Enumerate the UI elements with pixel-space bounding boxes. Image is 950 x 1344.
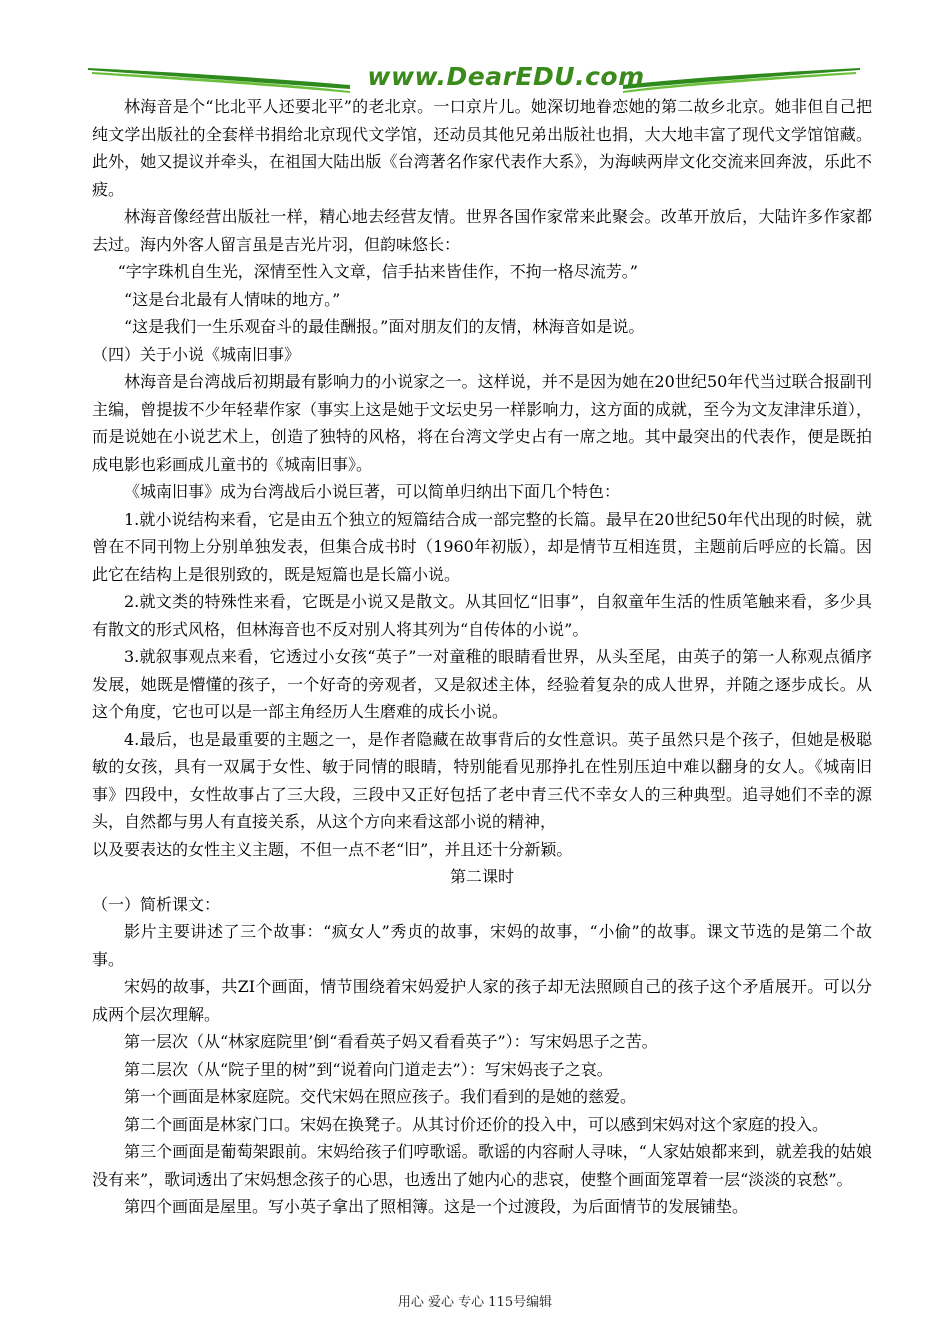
paragraph: “字字珠机自生光，深情至性入文章，信手拈来皆佳作，不拘一格尽流芳。” (117, 262, 638, 281)
site-logo-text: www.DearEDU.com (367, 62, 645, 91)
paragraph: 宋妈的故事，共ZI个画面，情节围绕着宋妈爱护人家的孩子却无法照顾自己的孩子这个矛盾展开。可以分成两个层次理解。 (92, 977, 872, 1024)
paragraph: 林海音是台湾战后初期最有影响力的小说家之一。这样说，并不是因为她在20世纪50年代当过联合报副刊主编，曾提拔不少年轻辈作家（事实上这是她于文坛史另一样影响力，这方面的成就，至今为文友津津乐道），而是说她在小说艺术上，创造了独特的风格，将在台湾文学史占有一席之地。其中最突出的代表作，便是既拍成电影也彩画成儿童书的《城南旧事》。 (92, 372, 872, 474)
paragraph: 第一层次（从“林家庭院里’倒“看看英子妈又看看英子”）：写宋妈思子之苦。 (124, 1032, 658, 1051)
paragraph: （四）关于小说《城南旧事》 (92, 344, 301, 364)
paragraph: 林海音像经营出版社一样，精心地去经营友情。世界各国作家常来此聚会。改革开放后，大陆许多作家都去过。海内外客人留言虽是吉光片羽，但韵味悠长： (92, 207, 872, 254)
paragraph: （一）简析课文： (92, 894, 221, 914)
paragraph: “这是我们一生乐观奋斗的最佳酬报。”面对朋友们的友情，林海音如是说。 (124, 317, 645, 336)
paragraph: 3.就叙事观点来看，它透过小女孩“英子”一对童稚的眼睛看世界，从头至尾，由英子的第一人称观点循序发展，她既是懵懂的孩子，一个好奇的旁观者，又是叙述主体，经验着复杂的成人世界，并随之逐步成长。从这个角度，它也可以是一部主角经历人生磨难的成长小说。 (92, 647, 872, 721)
paragraph: 2.就文类的特殊性来看，它既是小说又是散文。从其回忆“旧事”，自叙童年生活的性质笔触来看，多少具有散文的形式风格，但林海音也不反对别人将其列为“自传体的小说”。 (92, 592, 872, 639)
paragraph: 以及要表达的女性主义主题，不但一点不老“旧”，并且还十分新颖。 (92, 839, 573, 859)
paragraph: 林海音是个“比北平人还要北平”的老北京。一口京片儿。她深切地眷恋她的第二故乡北京。她非但自己把纯文学出版社的全套样书捐给北京现代文学馆，还动员其他兄弟出版社也捐，大大地丰富了现代文学馆馆藏。此外，她又提议并牵头，在祖国大陆出版《台湾著名作家代表作大系》，为海峡两岸文化交流来回奔波，乐此不疲。 (92, 97, 872, 199)
paragraph: “这是台北最有人情味的地方。” (124, 289, 341, 309)
paragraph: 第三个画面是葡萄架跟前。宋妈给孩子们哼歌谣。歌谣的内容耐人寻味，“人家姑娘都来到，就差我的姑娘没有来”，歌词透出了宋妈想念孩子的心思，也透出了她内心的悲哀，使整个画面笼罩着一层“淡淡的哀愁”。 (92, 1142, 872, 1189)
paragraph: 影片主要讲述了三个故事：“疯女人”秀贞的故事，宋妈的故事，“小偷”的故事。课文节选的是第二个故事。 (92, 922, 872, 969)
paragraph: 第二个画面是林家门口。宋妈在换凳子。从其讨价还价的投入中，可以感到宋妈对这个家庭的投入。 (124, 1114, 829, 1134)
page-header (88, 58, 860, 98)
paragraph: 1.就小说结构来看，它是由五个独立的短篇结合成一部完整的长篇。最早在20世纪50年代出现的时候，就曾在不同刊物上分别单独发表，但集合成书时（1960年初版），却是情节互相连贯，主题前后呼应的长篇。因此它在结构上是很别致的，既是短篇也是长篇小说。 (92, 509, 872, 584)
paragraph: 第一个画面是林家庭院。交代宋妈在照应孩子。我们看到的是她的慈爱。 (124, 1087, 637, 1106)
paragraph: 《城南旧事》成为台湾战后小说巨著，可以简单归纳出下面几个特色： (124, 482, 621, 501)
section-heading: 第二课时 (449, 867, 514, 886)
paragraph: 第二层次（从“院子里的树”到“说着向门道走去”）：写宋妈丧子之哀。 (124, 1059, 613, 1079)
page-footer: 用心 爱心 专心 115号编辑 (397, 1295, 553, 1310)
paragraph: 4.最后，也是最重要的主题之一，是作者隐藏在故事背后的女性意识。英子虽然只是个孩子，但她是极聪敏的女孩，具有一双属于女性、敏于同情的眼睛，特别能看见那挣扎在性别压迫中难以翻身的女人。《城南旧事》四段中，女性故事占了三大段，三段中又正好包括了老中青三代不幸女人的三种典型。追寻她们不幸的源头，自然都与男人有直接关系，从这个方向来看这部小说的精神， (92, 729, 872, 831)
paragraph: 第四个画面是屋里。写小英子拿出了照相簿。这是一个过渡段，为后面情节的发展铺垫。 (124, 1197, 749, 1216)
document-body (92, 93, 872, 1221)
